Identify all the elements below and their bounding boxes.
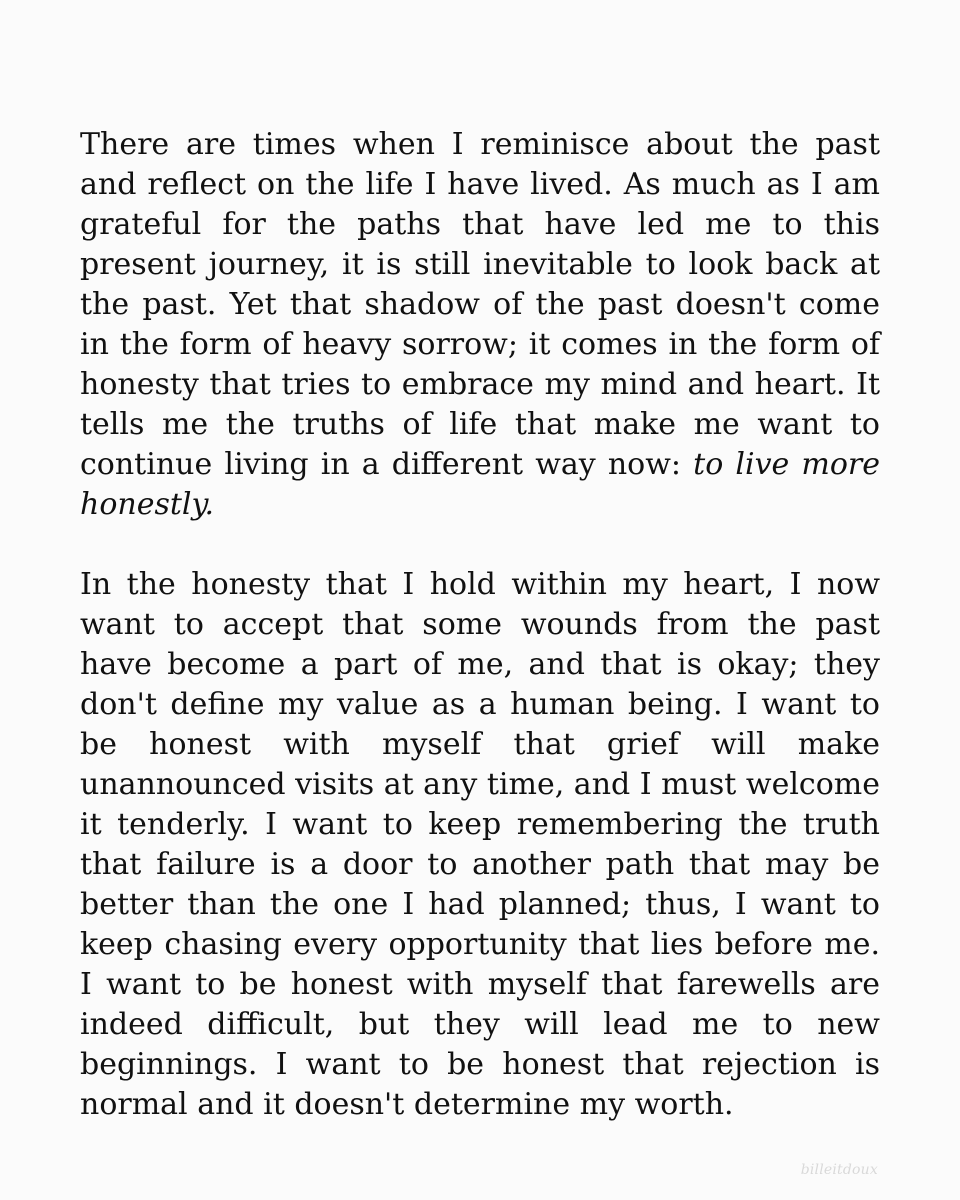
paragraph-1-emphasis: to live more honestly. (80, 447, 880, 522)
paragraph-1-text: There are times when I reminisce about the past and reflect on the life I have lived. As much as I am grateful for the paths that have led me to this present journey, it is still inevitable to look back at the past. Yet that shadow of the past doesn't come in the form of heavy sorrow; it comes in the form of honesty that tries to embrace my mind and heart. It tells me the truths of life that make me want to continue living in a different way now: (80, 127, 880, 482)
document-body (80, 125, 880, 1125)
paragraph-1 (80, 125, 880, 525)
signature-watermark: billeitdoux (800, 1162, 878, 1178)
paragraph-2: In the honesty that I hold within my heart, I now want to accept that some wounds from the past have become a part of me, and that is okay; they don't define my value as a human being. I want to be honest with myself that grief will make unannounced visits at any time, and I must welcome it tenderly. I want to keep remembering the truth that failure is a door to another path that may be better than the one I had planned; thus, I want to keep chasing every opportunity that lies before me. I want to be honest with myself that farewells are indeed difficult, but they will lead me to new beginnings. I want to be honest that rejection is normal and it doesn't determine my worth. (80, 567, 880, 1122)
